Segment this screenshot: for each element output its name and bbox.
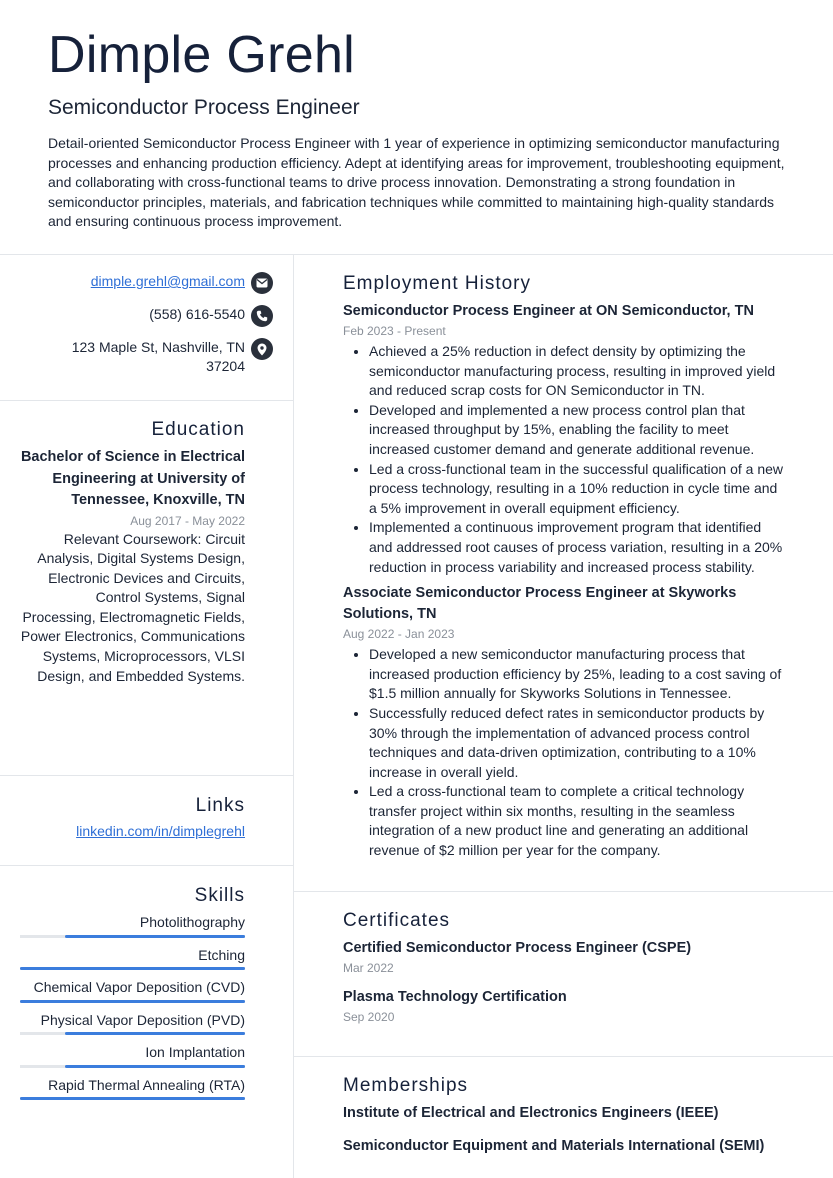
left-column <box>0 255 293 1108</box>
achievement-bullet: • Developed a new semiconductor manufacturing process that increased production efficiency by 25%, leading to a cost saving of $1.5 million annually for Skyworks Solutions in Tennessee. <box>369 645 785 704</box>
certificate-date: Sep 2020 <box>343 1010 395 1024</box>
contact-address-row <box>20 338 273 376</box>
contact-section <box>0 255 293 400</box>
skill-item <box>20 1043 245 1068</box>
certificate-title: Certified Semiconductor Process Engineer (CSPE) <box>343 940 692 956</box>
skill-item <box>20 946 245 971</box>
membership-item: Institute of Electrical and Electronics Engineers (IEEE) <box>343 1105 719 1121</box>
relevant-coursework: Relevant Coursework: Circuit Analysis, Digital Systems Design, Electronic Devices and Circuits, Control Systems, Signal Processing, Electromagnetic Fields, Power Electronics, Communications Systems, Microprocessors, VLSI Design, and Embedded Systems. <box>20 530 245 684</box>
job-entry <box>343 583 785 861</box>
professional-summary: Detail-oriented Semiconductor Process Engineer with 1 year of experience in optimizing semiconductor manufacturing processes and enhancing production efficiency. Adept at identifying areas for improvement, troubleshooting equipment, and collaborating with cross-functional teams to drive process innovation. Demonstrating a strong foundation in semiconductor principles, materials, and fabrication techniques while committed to maintaining high-quality standards and ensuring continuous process improvement. <box>48 135 785 230</box>
achievement-bullet: • Developed and implemented a new process control plan that increased throughput by 15%, enabling the facility to meet increased customer demand and generate additional revenue. <box>369 401 785 460</box>
degree-title: Bachelor of Science in Electrical Engineering at University of Tennessee, Knoxville, TN <box>20 449 245 508</box>
skill-level-bar <box>20 967 245 970</box>
envelope-icon <box>251 272 273 294</box>
skill-level-bar <box>20 1032 245 1035</box>
candidate-title: Semiconductor Process Engineer <box>48 96 360 119</box>
achievement-bullet: • Led a cross-functional team to complete a critical technology transfer project within six months, resulting in the seamless integration of a new product line and generating an additional revenue of $2 million per year for the company. <box>369 782 785 860</box>
education-heading: Education <box>151 419 245 440</box>
skills-section <box>0 866 293 1100</box>
skill-name: Etching <box>198 946 245 963</box>
skill-name: Ion Implantation <box>145 1044 245 1060</box>
certificates-section <box>294 892 833 1056</box>
education-section <box>0 401 293 775</box>
skill-item <box>20 1076 245 1101</box>
job-title: Associate Semiconductor Process Engineer at Skyworks Solutions, TN <box>343 585 737 623</box>
job-dates: Aug 2022 - Jan 2023 <box>343 627 455 642</box>
job-entry <box>343 301 785 577</box>
job-achievements <box>343 342 785 577</box>
skill-level-bar <box>20 1065 245 1068</box>
memberships-section <box>294 1057 833 1157</box>
map-pin-icon <box>251 338 273 360</box>
education-dates: Aug 2017 - May 2022 <box>130 513 245 528</box>
skill-level-bar <box>20 935 245 938</box>
job-achievements <box>343 645 785 861</box>
skill-name: Chemical Vapor Deposition (CVD) <box>33 979 245 995</box>
skill-level-bar <box>20 1097 245 1100</box>
membership-item: Semiconductor Equipment and Materials International (SEMI) <box>343 1138 765 1154</box>
certificate-title: Plasma Technology Certification <box>343 989 567 1005</box>
memberships-heading: Memberships <box>343 1075 469 1096</box>
contact-email-row <box>20 272 273 294</box>
links-section <box>0 776 293 865</box>
employment-heading: Employment History <box>343 273 531 294</box>
employment-section <box>294 255 833 891</box>
email-link[interactable]: dimple.grehl@gmail.com <box>90 273 245 289</box>
job-dates: Feb 2023 - Present <box>343 324 446 338</box>
skill-level-fill <box>65 1065 245 1068</box>
job-title: Semiconductor Process Engineer at ON Semiconductor, TN <box>343 303 754 319</box>
skill-level-fill <box>65 1032 245 1035</box>
street-address: 123 Maple St, Nashville, TN 37204 <box>71 339 245 374</box>
skill-level-bar <box>20 1000 245 1003</box>
achievement-bullet: • Led a cross-functional team in the successful qualification of a new process technology, resulting in a 10% reduction in cycle time and a 5% improvement in overall equipment efficiency. <box>369 460 785 519</box>
certificate-date: Mar 2022 <box>343 961 394 975</box>
certificates-heading: Certificates <box>343 910 451 931</box>
skills-heading: Skills <box>194 885 245 906</box>
resume-header <box>0 0 833 228</box>
contact-phone-row <box>20 305 273 327</box>
achievement-bullet: • Achieved a 25% reduction in defect density by optimizing the semiconductor manufacturing process, resulting in improved yield and reduced scrap costs for ON Semiconductor in TN. <box>369 342 785 401</box>
skill-item <box>20 913 245 938</box>
linkedin-link[interactable]: linkedin.com/in/dimplegrehl <box>76 823 245 839</box>
skill-level-fill <box>20 1097 245 1100</box>
candidate-name: Dimple Grehl <box>48 26 356 84</box>
skill-item <box>20 1011 245 1036</box>
phone-number: (558) 616-5540 <box>149 306 245 322</box>
skill-level-fill <box>20 1000 245 1003</box>
links-heading: Links <box>195 795 245 816</box>
achievement-bullet: • Implemented a continuous improvement program that identified and addressed root causes of process variation, resulting in a 20% reduction in process variability and increased process stability. <box>369 518 785 577</box>
achievement-bullet: • Successfully reduced defect rates in semiconductor products by 30% through the implementation of advanced process control techniques and data-driven optimization, contributing to a 10% increase in overall yield. <box>369 704 785 782</box>
phone-icon <box>251 305 273 327</box>
skill-name: Photolithography <box>139 914 245 930</box>
right-column <box>294 255 833 1169</box>
skill-name: Rapid Thermal Annealing (RTA) <box>48 1076 245 1093</box>
skill-name: Physical Vapor Deposition (PVD) <box>40 1011 245 1028</box>
skill-item <box>20 978 245 1003</box>
skill-level-fill <box>20 967 245 970</box>
skill-level-fill <box>65 935 245 938</box>
skills-list <box>20 913 245 1100</box>
